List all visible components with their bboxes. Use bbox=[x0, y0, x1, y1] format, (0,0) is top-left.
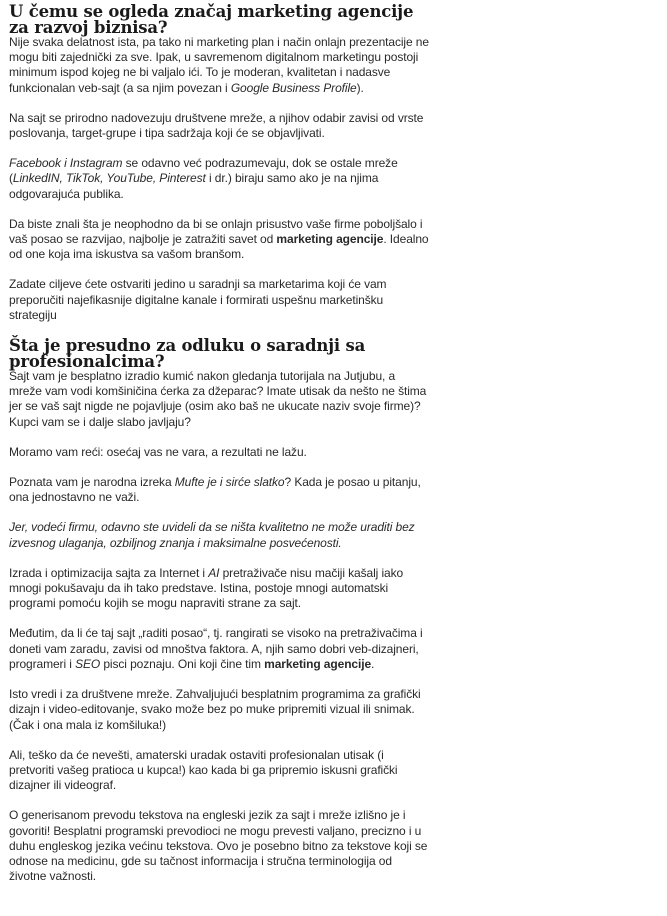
text-bold: marketing agencije bbox=[276, 232, 384, 247]
text-bold: marketing agencije bbox=[264, 656, 372, 671]
paragraph-italic bbox=[9, 520, 429, 550]
text: Poznata vam je narodna izreka bbox=[9, 475, 175, 490]
paragraph bbox=[9, 217, 429, 263]
text: pretraživače nisu mačiji kašalj iako mnogi pokušavaju da ih tako predstave. Istina, postoje mnogi automatski programi pomoću kojih se mogu napraviti strane za sajt. bbox=[9, 565, 404, 611]
text-italic: Jer, vodeći firmu, odavno ste uvideli da se ništa kvalitetno ne može uraditi bez izvesnog ulaganja, ozbiljnog znanja i maksimalne posvećenosti. bbox=[9, 520, 415, 550]
text: ? Kada je posao u pitanju, ona jednostavno ne važi. bbox=[9, 475, 421, 505]
text-italic: Facebook i Instagram bbox=[9, 156, 123, 171]
text: . bbox=[371, 656, 375, 671]
text-italic: Mufte je i sirće slatko bbox=[174, 475, 285, 490]
section-heading-marketing-agency-importance: U čemu se ogleda značaj marketing agencije za razvoj biznisa? bbox=[9, 2, 414, 37]
text: Da biste znali šta je neophodno da bi se onlajn prisustvo vaše firme poboljšalo i vaš posao se razvijao, najbolje je zatražiti savet od bbox=[9, 216, 423, 247]
text: Međutim, da li će taj sajt „raditi posao“, tj. rangirati se visoko na pretraživačima i doneti vam zaradu, zavisi od mnoštva faktora. A, njih samo dobri veb-dizajneri, programeri i bbox=[9, 626, 423, 671]
text-italic: AI bbox=[208, 565, 220, 580]
paragraph bbox=[9, 156, 429, 202]
paragraph: Moramo vam reći: osećaj vas ne vara, a rezultati ne lažu. bbox=[9, 444, 307, 459]
paragraph: O generisanom prevodu tekstova na engleski jezik za sajt i mreže izlišno je i govoriti! Besplatni programski prevodioci ne mogu prevesti valjano, precizno i u duhu engleskog jezika većinu tekstova. Ovo je posebno bitno za tekstove koji se odnose na medicinu, gde su tačnost informacija i stručna terminologija od životne važnosti. bbox=[9, 808, 428, 884]
text: . Idealno od one koja ima iskustva sa vašom branšom. bbox=[9, 232, 429, 262]
paragraph: Isto vredi i za društvene mreže. Zahvaljujući besplatnim programima za grafički dizajn i video-editovanje, svako može bez po muke pripremiti vizual ili snimak. (Čak i ona mala iz komšiluka!) bbox=[9, 687, 421, 732]
text-italic: Google Business Profile bbox=[230, 80, 357, 95]
paragraph: Sajt vam je besplatno izradio kumić nakon gledanja tutorijala na Jutjubu, a mreže vam vodi komšiničina ćerka za džeparac? Imate utisak da nešto ne štima jer se vaš sajt nigde ne pojavljuje (osim ako baš ne ukucate naziv svoje firme)? Kupci vam se i dalje slabo javljaju? bbox=[9, 369, 427, 429]
section-heading-professional-collaboration: Šta je presudno za odluku o saradnji sa profesionalcima? bbox=[9, 336, 366, 371]
text: pisci poznaju. Oni koji čine tim bbox=[100, 656, 265, 671]
text: ). bbox=[356, 80, 364, 95]
text: Izrada i optimizacija sajta za Internet i bbox=[9, 565, 209, 580]
article bbox=[9, 0, 429, 899]
paragraph: Zadate ciljeve ćete ostvariti jedino u saradnji sa marketarima koji će vam preporučiti najefikasnije digitalne kanale i formirati uspešnu marketinšku strategiju bbox=[9, 277, 387, 322]
text-italic: SEO bbox=[75, 656, 101, 671]
paragraph bbox=[9, 475, 429, 505]
paragraph bbox=[9, 566, 429, 612]
text-italic: LinkedIN, TikTok, YouTube, Pinterest bbox=[12, 171, 206, 186]
text: se odavno već podrazumevaju, dok se ostale mreže ( bbox=[9, 156, 398, 186]
paragraph bbox=[9, 626, 429, 672]
paragraph bbox=[9, 35, 429, 96]
text: i dr.) biraju samo ako je na njima odgovarajuća publika. bbox=[9, 171, 379, 201]
paragraph: Ali, teško da će nevešti, amaterski uradak ostaviti profesionalan utisak (i pretvoriti vašeg pratioca u kupca!) kao kada bi ga pripremio iskusni grafički dizajner ili videograf. bbox=[9, 747, 398, 793]
text: Nije svaka delatnost ista, pa tako ni marketing plan i način onlajn prezentacije ne mogu biti zajednički za sve. Ipak, u savremenom digitalnom marketingu postoji minimum ispod kojeg ne bi valjalo ići. To je moderan, kvalitetan i nadasve funkcionalan veb-sajt (a sa njim povezan i bbox=[9, 35, 429, 95]
paragraph: Na sajt se prirodno nadovezuju društvene mreže, a njihov odabir zavisi od vrste poslovanja, target-grupe i tipa sadržaja koji će se objavljivati. bbox=[9, 110, 424, 141]
